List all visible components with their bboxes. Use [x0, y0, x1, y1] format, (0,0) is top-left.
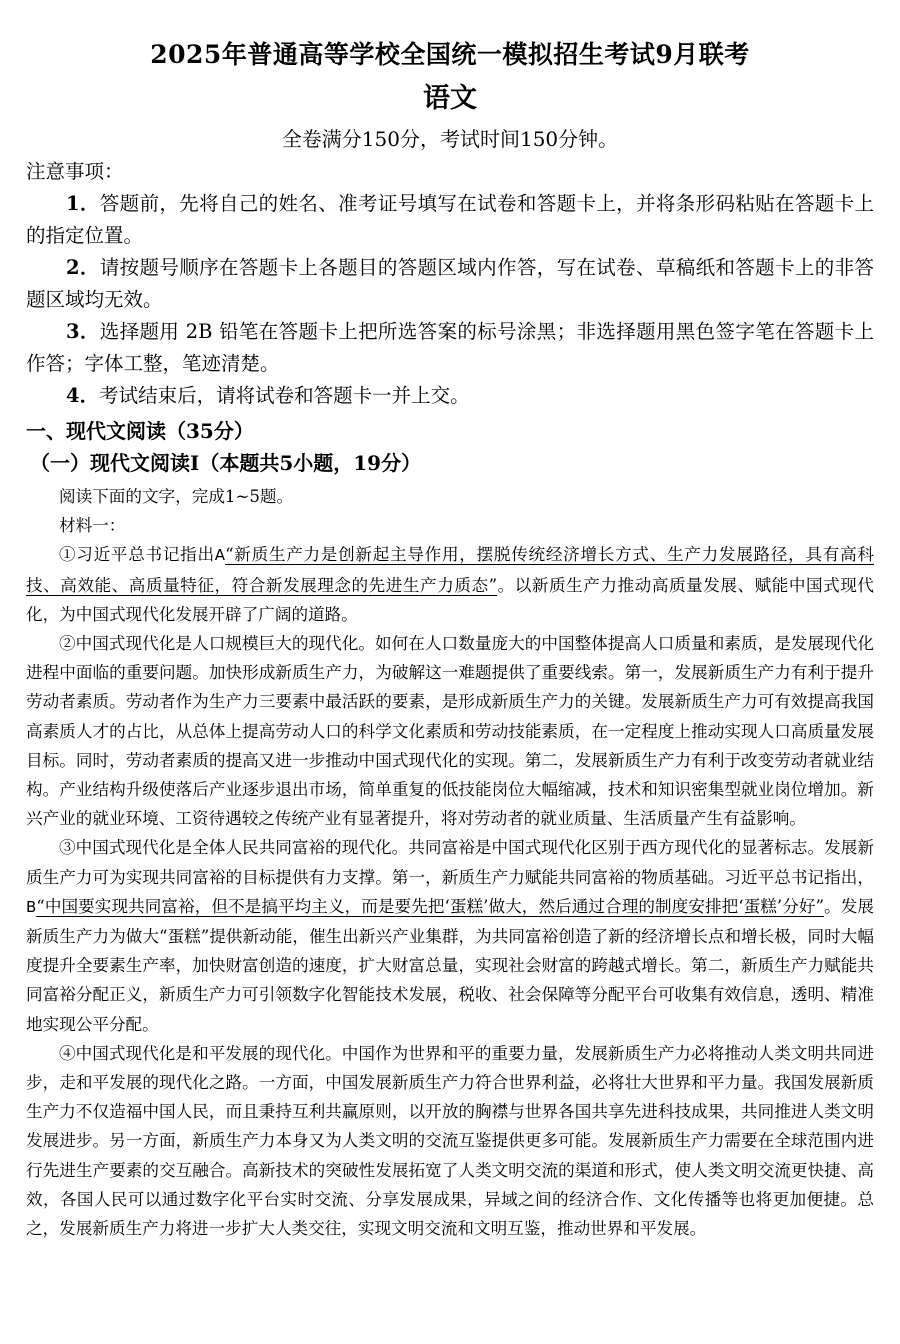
mark-label-b: B — [26, 897, 37, 916]
reading-instruction: 阅读下面的文字，完成1~5题。 — [59, 487, 294, 506]
exam-title: 2025年普通高等学校全国统一模拟招生考试9月联考 — [150, 40, 750, 69]
notes-heading: 注意事项： — [26, 160, 124, 183]
note-number: 4． — [66, 384, 100, 407]
note-item-4 — [26, 380, 874, 412]
material-label: 材料一： — [59, 516, 126, 536]
note-item-1 — [26, 188, 874, 252]
note-text: 考试结束后，请将试卷和答题卡一并上交。 — [99, 384, 470, 407]
note-number: 1． — [66, 192, 100, 215]
note-item-3 — [26, 316, 874, 380]
subject-title: 语文 — [423, 83, 477, 114]
subsection-heading: （一）现代文阅读Ⅰ（本题共5小题，19分） — [30, 451, 422, 475]
notes-block — [26, 156, 874, 412]
full-score-line: 全卷满分150分，考试时间150分钟。 — [281, 127, 619, 151]
note-number: 2． — [66, 256, 100, 279]
paragraph-1 — [26, 540, 874, 629]
paragraph-text: ③中国式现代化是全体人民共同富裕的现代化。共同富裕是中国式现代化区别于西方现代化的显著标志。发展新质生产力可为实现共同富裕的目标提供有力支撑。第一，新质生产力赋能共同富裕的物质基础。习近平总书记指出， — [26, 838, 874, 887]
paragraph-2: ②中国式现代化是人口规模巨大的现代化。如何在人口数量庞大的中国整体提高人口质量和素质，是发展现代化进程中面临的重要问题。加快形成新质生产力，为破解这一难题提供了重要线索。第一，发展新质生产力有利于提升劳动者素质。劳动者作为生产力三要素中最活跃的要素，是形成新质生产力的关键。发展新质生产力可有效提高我国高素质人才的占比，从总体上提高劳动人口的科学文化素质和劳动技能素质，在一定程度上推动实现人口高质量发展目标。同时，劳动者素质的提高又进一步推动中国式现代化的实现。第二，发展新质生产力有利于改变劳动者就业结构。产业结构升级使落后产业逐步退出市场，简单重复的低技能岗位大幅缩减，技术和知识密集型就业岗位增加。新兴产业的就业环境、工资待遇较之传统产业有显著提升，将对劳动者的就业质量、生活质量产生有益影响。 — [26, 634, 874, 829]
note-text: 选择题用 2B 铅笔在答题卡上把所选答案的标号涂黑；非选择题用黑色签字笔在答题卡上作答；字体工整，笔迹清楚。 — [26, 320, 874, 375]
note-number: 3． — [66, 320, 100, 343]
note-text: 答题前，先将自己的姓名、准考证号填写在试卷和答题卡上，并将条形码粘贴在答题卡上的指定位置。 — [26, 192, 874, 247]
underlined-quote-b: “中国要实现共同富裕，但不是搞平均主义，而是要先把‘蛋糕’做大，然后通过合理的制度安排把‘蛋糕’分好” — [36, 896, 825, 916]
reading-material — [26, 482, 874, 1243]
paragraph-text: ①习近平总书记指出 — [59, 545, 215, 565]
paragraph-text: 。发展新质生产力为做大“蛋糕”提供新动能，催生出新兴产业集群，为共同富裕创造了新的经济增长点和增长极，同时大幅度提升全要素生产率，加快财富创造的速度，扩大财富总量，实现社会财富的跨越式增长。第二，新质生产力赋能共同富裕分配正义，新质生产力可引领数字化智能技术发展，税收、社会保障等分配平台可收集有效信息，透明、精准地实现公平分配。 — [26, 896, 875, 1034]
paragraph-3 — [26, 833, 874, 1038]
note-item-2 — [26, 252, 874, 316]
note-text: 请按题号顺序在答题卡上各题目的答题区域内作答，写在试卷、草稿纸和答题卡上的非答题区域均无效。 — [26, 256, 874, 311]
paragraph-4: ④中国式现代化是和平发展的现代化。中国作为世界和平的重要力量，发展新质生产力必将推动人类文明共同进步，走和平发展的现代化之路。一方面，中国发展新质生产力符合世界利益，必将壮大世界和平力量。我国发展新质生产力不仅造福中国人民，而且秉持互利共赢原则，以开放的胸襟与世界各国共享先进科技成果，共同推进人类文明发展进步。另一方面，新质生产力本身又为人类文明的交流互鉴提供更多可能。发展新质生产力需要在全球范围内进行先进生产要素的交互融合。高新技术的突破性发展拓宽了人类文明交流的渠道和形式，使人类文明交流更快捷、高效，各国人民可以通过数字化平台实时交流、分享发展成果，异域之间的经济合作、文化传播等也将更加便捷。总之，发展新质生产力将进一步扩大人类交往，实现文明交流和文明互鉴，推动世界和平发展。 — [26, 1043, 874, 1239]
mark-label-a: A — [214, 546, 226, 565]
underlined-quote-a: “新质生产力是创新起主导作用，摆脱传统经济增长方式、生产力发展路径，具有高科技、高效能、高质量特征，符合新发展理念的先进生产力质态” — [26, 545, 875, 595]
section-heading: 一、现代文阅读（35分） — [26, 419, 254, 443]
paragraph-text: 。以新质生产力推动高质量发展、赋能中国式现代化，为中国式现代化发展开辟了广阔的道路。 — [26, 575, 875, 624]
